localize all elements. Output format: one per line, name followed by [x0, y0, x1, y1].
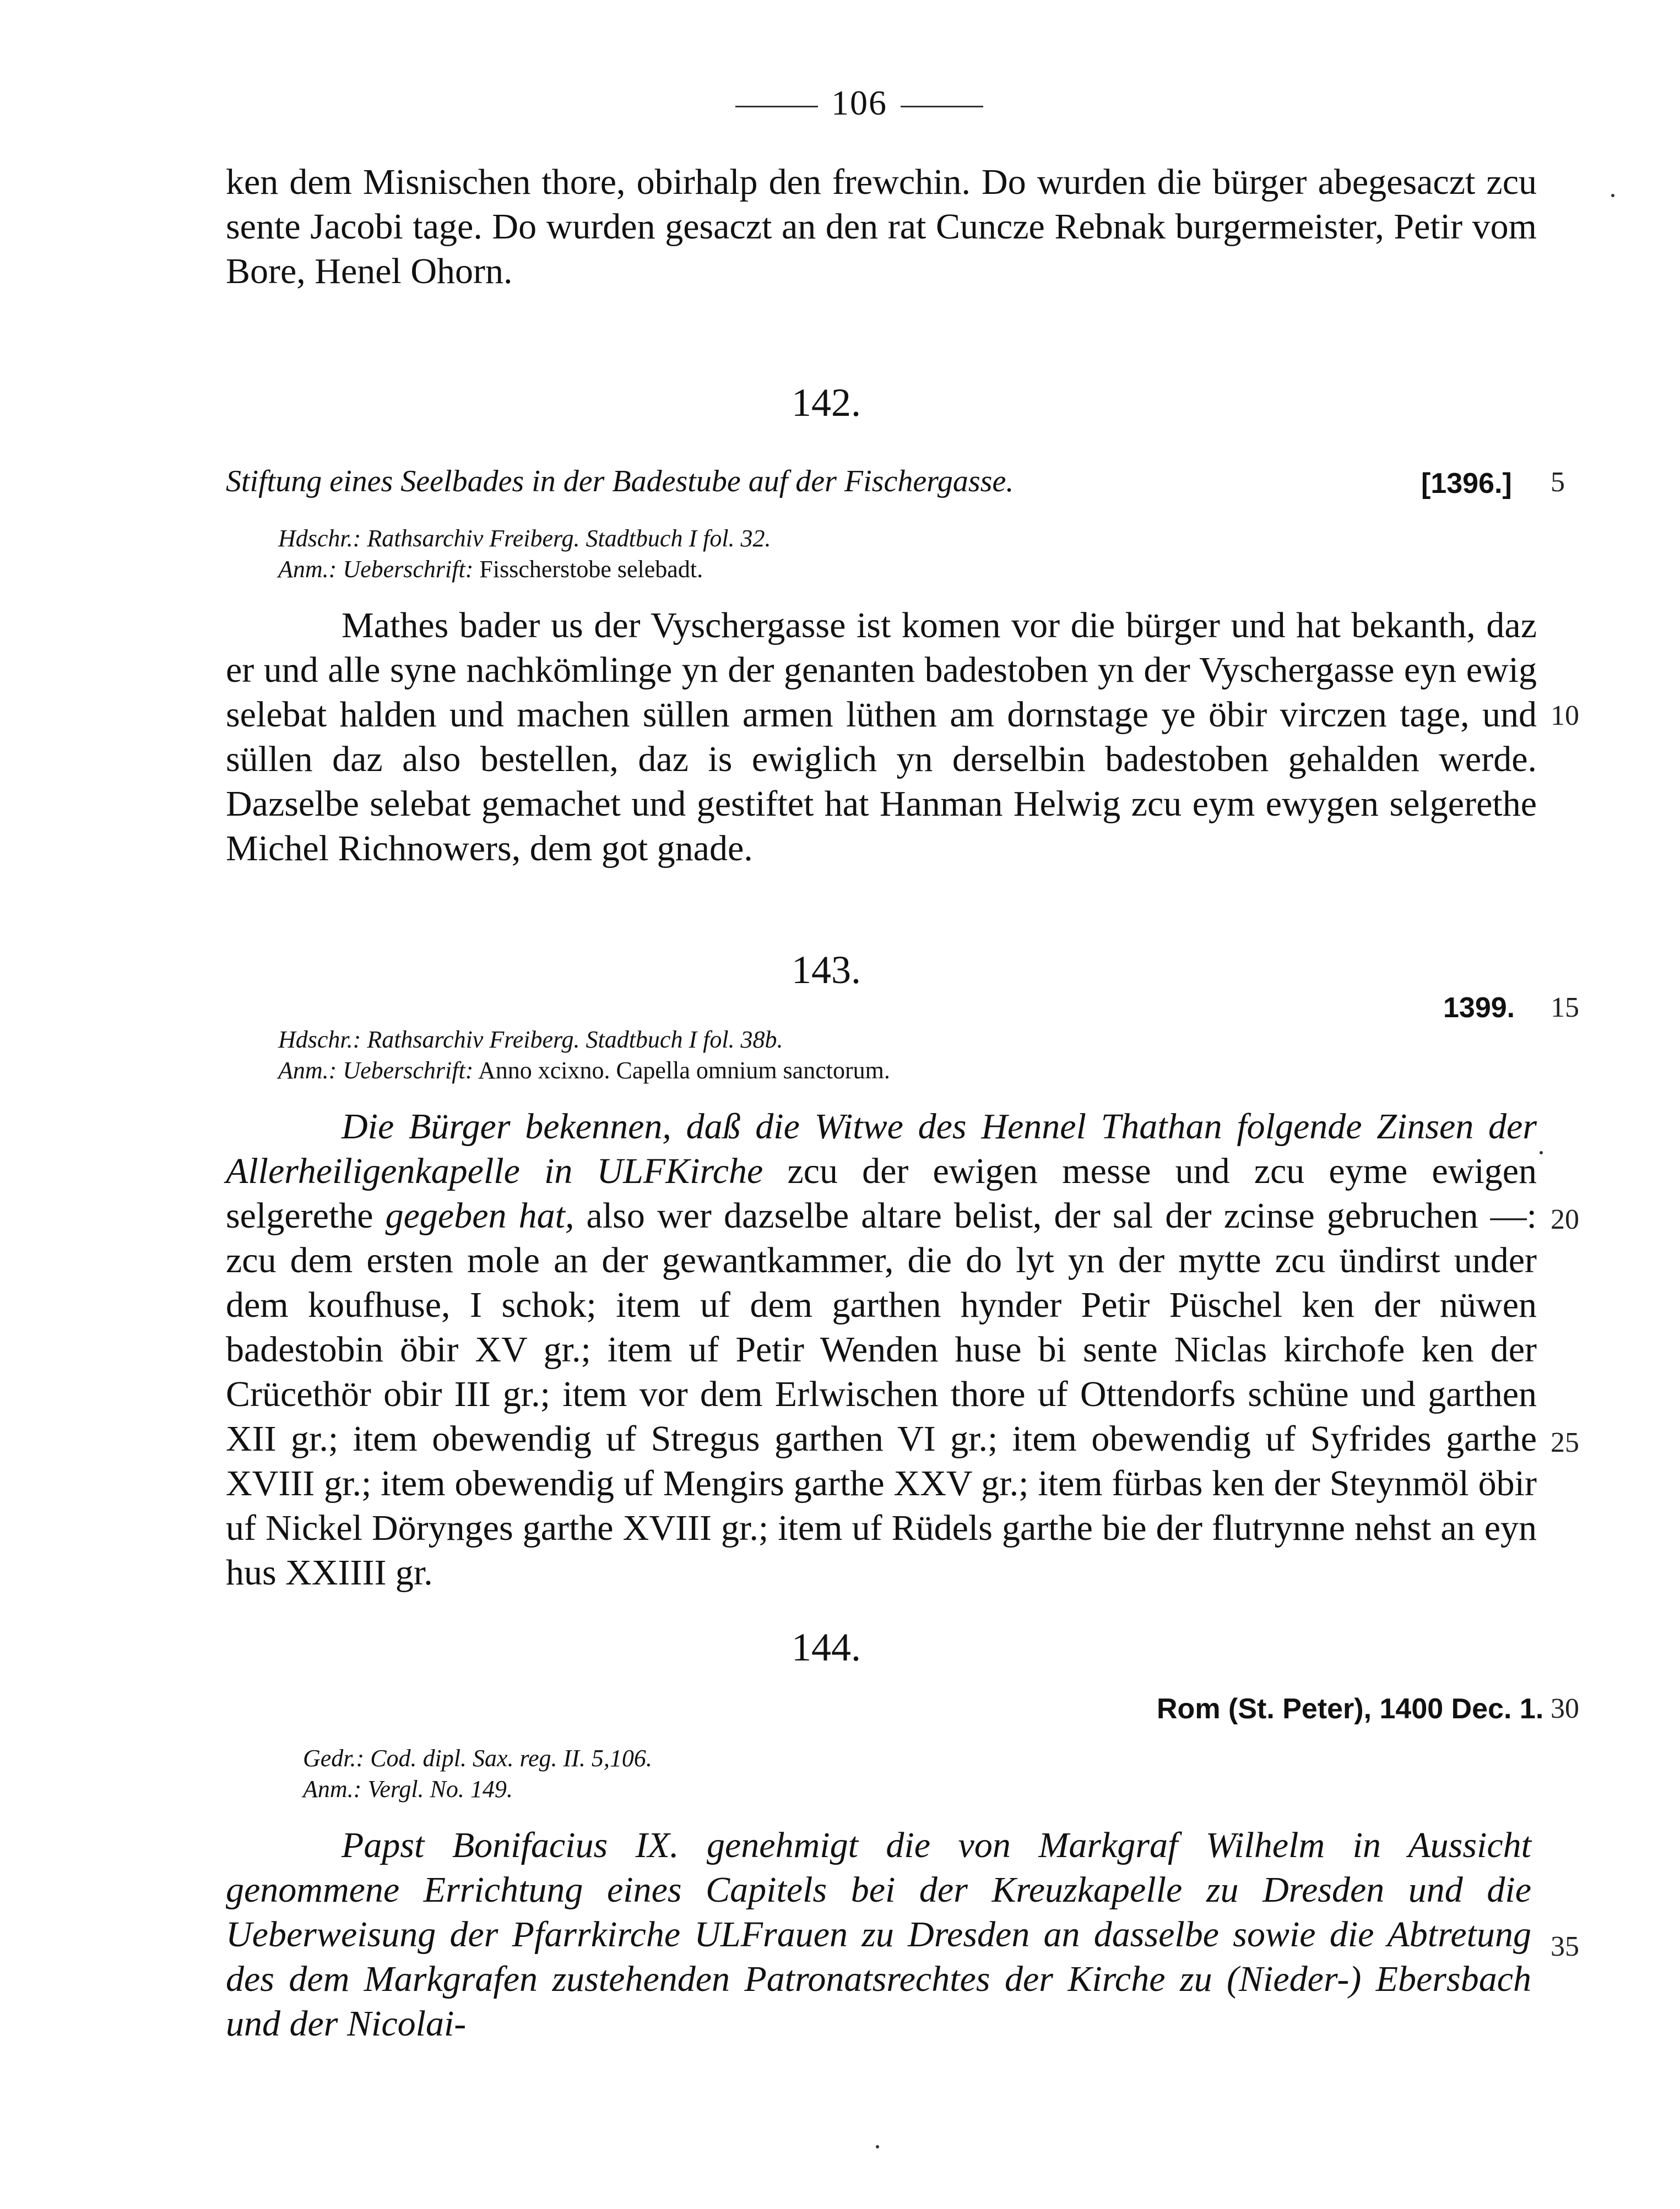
source-text: Rathsarchiv Freiberg. Stadtbuch I fol. 38b. [367, 1026, 783, 1053]
source-text: Rathsarchiv Freiberg. Stadtbuch I fol. 32. [367, 525, 771, 552]
annotation-italic: Ueberschrift: [343, 556, 474, 583]
page-number: 106 [831, 83, 887, 122]
doc-142-heading: Stiftung eines Seelbades in der Badestube auf der Fischergasse. [226, 464, 1014, 498]
annotation-text: Vergl. No. 149. [367, 1776, 513, 1803]
line-marker: 20 [1551, 1204, 1579, 1235]
page-header [705, 83, 1014, 123]
speck [876, 2145, 879, 2148]
doc-142-body: Mathes bader us der Vyschergasse ist komen vor die bürger und hat bekanth, daz er und alle syne nachkömlinge yn der genanten badestoben yn der Vyschergasse eyn ewig selebat halden und machen süllen armen lüthen am dornstage ye öbir virczen tage, und süllen daz also bestellen, daz is ewiglich yn derselbin badestoben gehalden werde. Dazselbe selebat gemachet und gestiftet hat Hanman Helwig zcu eym ewygen selgerethe Michel Richnowers, dem got gnade. [226, 605, 1537, 869]
doc-142-number: 142. [792, 381, 861, 425]
annotation-label: Anm.: [303, 1776, 362, 1803]
source-label: Hdschr.: [278, 525, 361, 552]
intro-paragraph: ken dem Misnischen thore, obirhalp den frewchin. Do wurden die bürger abegesaczt zcu sente Jacobi tage. Do wurden gesaczt an den rat Cuncze Rebnak burgermeister, Petir vom Bore, Henel Ohorn. [226, 162, 1537, 291]
doc-143-source [278, 1024, 890, 1086]
doc-144-date: Rom (St. Peter), 1400 Dec. 1. [1157, 1693, 1544, 1725]
doc-144-body: Papst Bonifacius IX. genehmigt die von Markgraf Wilhelm in Aussicht genommene Errichtung eines Capitels bei der Kreuzkapelle zu Dresden und die Ueberweisung der Pfarrkirche ULFrauen zu Dresden an dasselbe sowie die Abtretung des dem Markgrafen zustehenden Patronatsrechtes der Kirche zu (Nieder-) Ebersbach und der Nicolai- [226, 1825, 1531, 2044]
annotation-label: Anm.: [278, 1057, 337, 1084]
header-rule-left [735, 106, 818, 107]
speck [1540, 1151, 1543, 1154]
doc-144-source [303, 1743, 652, 1805]
doc-143-regest-1: Die Bürger bekennen, daß die Witwe des Hennel Thathan folgende Zinsen der Allerheiligenkapelle in ULFKirche [226, 1106, 1537, 1191]
line-marker: 25 [1551, 1427, 1579, 1458]
source-label: Hdschr.: [278, 1026, 361, 1053]
doc-143-body [226, 1104, 1537, 1595]
annotation-text: Anno xcixno. Capella omnium sanctorum. [478, 1057, 890, 1084]
line-marker: 35 [1551, 1931, 1579, 1962]
header-rule-right [901, 106, 983, 107]
doc-143-number: 143. [792, 948, 861, 992]
line-marker: 15 [1551, 992, 1579, 1023]
annotation-italic: Ueberschrift: [343, 1057, 474, 1084]
line-marker: 10 [1551, 700, 1579, 731]
line-marker: 5 [1551, 466, 1565, 498]
annotation-label: Anm.: [278, 556, 337, 583]
doc-143-text-1: zcu der ewigen messe und zcu eyme ewigen selgerethe [226, 1151, 1537, 1236]
speck [1611, 194, 1614, 197]
source-text: Cod. dipl. Sax. reg. II. 5,106. [370, 1745, 652, 1772]
doc-144-number: 144. [792, 1625, 861, 1669]
doc-142-source [278, 523, 771, 585]
source-label: Gedr.: [303, 1745, 365, 1772]
doc-143-regest-2: gegeben hat, [385, 1196, 575, 1236]
doc-143-date: 1399. [1443, 992, 1515, 1024]
doc-142-date: [1396.] [1421, 468, 1512, 500]
doc-143-text-2: also wer dazselbe altare belist, der sal der zcinse gebruchen —: zcu dem ersten mole an der gewantkammer, die do lyt yn der mytte zcu ündirst under dem koufhuse, I schok; item uf dem garthen hynder Petir Püschel ken der nüwen badestobin öbir XV gr.; item uf Petir Wenden huse bi sente Niclas kirchofe ken der Crücethör obir III gr.; item vor dem Erlwischen thore uf Ottendorfs schüne und garthen XII gr.; item obewendig uf Stregus garthen VI gr.; item obewendig uf Syfrides garthe XVIII gr.; item obewendig uf Mengirs garthe XXV gr.; item fürbas ken der Steynmöl öbir uf Nickel Dörynges garthe XVIII gr.; item uf Rüdels garthe bie der flutrynne nehst an eyn hus XXIIII gr. [226, 1196, 1537, 1593]
annotation-text: Fisscherstobe selebadt. [479, 556, 703, 583]
line-marker: 30 [1551, 1693, 1579, 1724]
